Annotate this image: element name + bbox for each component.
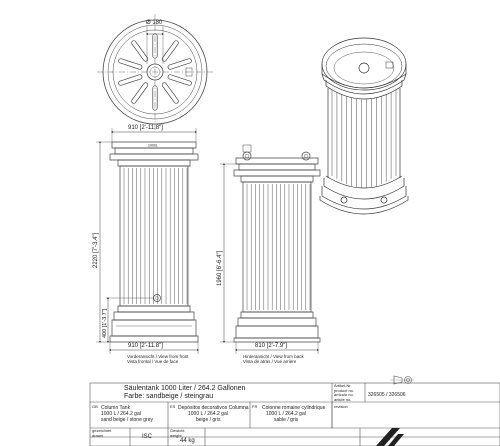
es-text: Depósitos decorativos Columna 1000 L / 264.2 gal beige / gris	[178, 405, 249, 423]
fr-text: Colonne romaine cylindrique 1000 L / 264.2 gal sable / gris	[262, 405, 326, 423]
gb-text: Column Tank 1000 L / 264.2 gal sand beige / stone grey	[101, 405, 153, 423]
front-caption-1: Vorderansicht / View from front	[127, 354, 189, 359]
revision-label: revision	[334, 404, 348, 409]
front-bottom-width-label: 910 [2'-11.8"]	[128, 343, 163, 349]
back-view	[220, 145, 320, 354]
base-height-label: 400 [1'-3.7"]	[102, 308, 108, 338]
article-label: Artikel-Nr. product no. artículo no. article no.	[334, 383, 355, 402]
title-line-2: Farbe: sandbeige / steingrau	[124, 393, 214, 400]
drawn-value: ISC	[142, 434, 153, 440]
title-line-1: Säulentank 1000 Liter / 264.2 Gallonen	[124, 385, 246, 392]
total-height-label: 2220 [7'-3.4"]	[93, 232, 99, 268]
front-view	[96, 128, 198, 354]
weight-value: 44 kg	[180, 438, 195, 444]
drawn-label: gezeichnet drawn	[92, 428, 112, 438]
perspective-view	[320, 38, 408, 214]
front-width-label: 910 [2'-11.8"]	[128, 125, 163, 131]
article-numbers: 326505 / 326506	[368, 392, 406, 398]
gb-flag-label: GB	[92, 404, 98, 409]
top-view	[97, 14, 213, 130]
front-mark-label: 1000L	[148, 143, 158, 148]
back-caption-2: Vista de atrás / Vue arrière	[243, 359, 297, 364]
top-diameter-label: Ø 180	[146, 20, 163, 26]
back-height-label: 1960 [6'-6.4"]	[217, 250, 223, 286]
back-caption-1: Hinteransicht / View from back	[243, 354, 304, 359]
fr-flag-label: FR	[252, 404, 258, 409]
es-flag-label: ES	[170, 404, 176, 409]
weight-label: Gewicht weight	[170, 428, 185, 438]
front-caption-2: Vista frontal / Vue de face	[127, 359, 179, 364]
back-bottom-width-label: 810 [2'-7.9"]	[255, 343, 287, 349]
